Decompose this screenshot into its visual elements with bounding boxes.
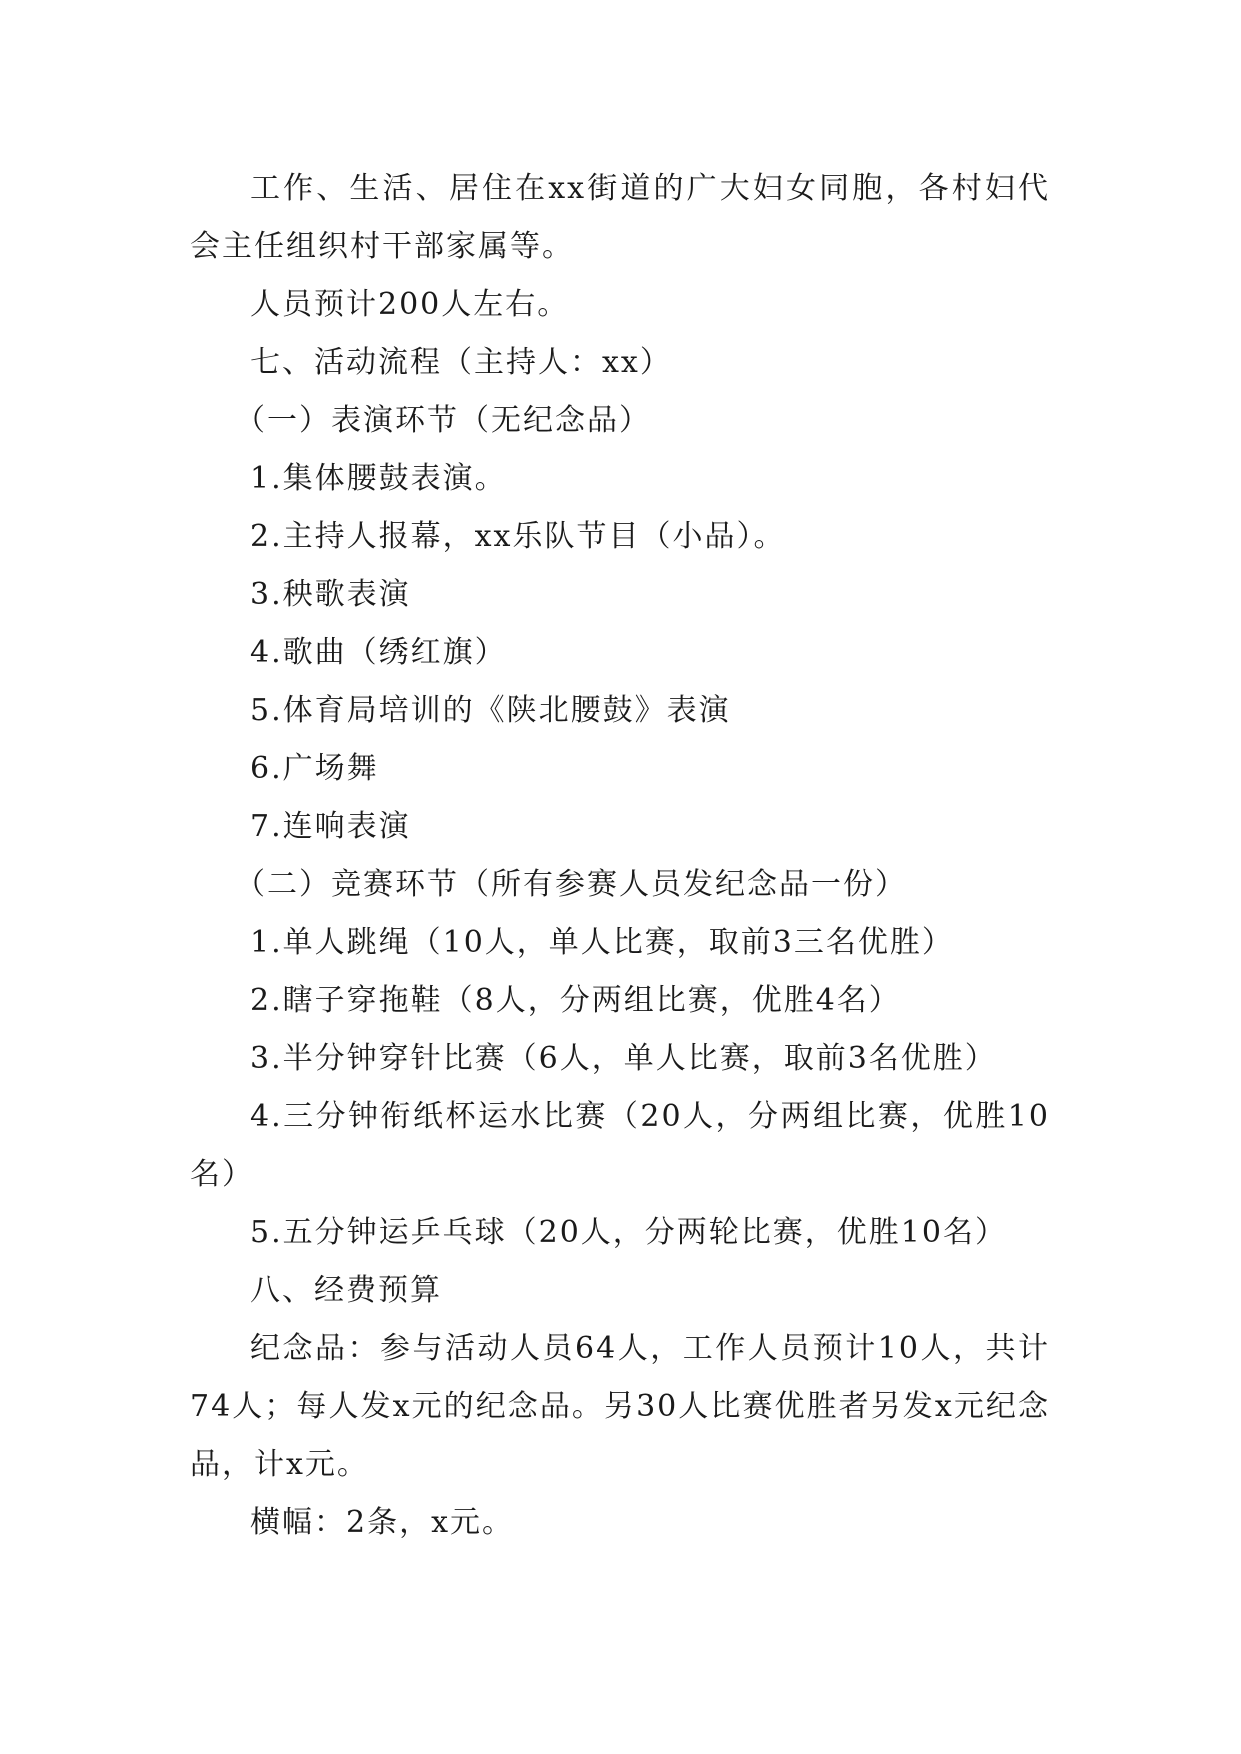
paragraph-banners: 横幅：2条，x元。 [250, 1505, 515, 1540]
list-item: 4.歌曲（绣红旗） [250, 635, 507, 670]
list-item: 3.半分钟穿针比赛（6人，单人比赛，取前3名优胜） [250, 1041, 997, 1076]
list-item: 5.体育局培训的《陕北腰鼓》表演 [250, 693, 731, 728]
list-item: 2.瞎子穿拖鞋（8人，分两组比赛，优胜4名） [250, 983, 901, 1018]
list-item: 5.五分钟运乒乓球（20人，分两轮比赛，优胜10名） [250, 1215, 1007, 1250]
section-heading-activity-flow: 七、活动流程（主持人：xx） [250, 345, 672, 380]
list-item: 1.单人跳绳（10人，单人比赛，取前3三名优胜） [250, 925, 954, 960]
section-heading-budget: 八、经费预算 [250, 1273, 442, 1308]
list-item: 6.广场舞 [250, 751, 379, 786]
list-item: 3.秧歌表演 [250, 577, 411, 612]
list-item: 4.三分钟衔纸杯运水比赛（20人，分两组比赛，优胜10名） [190, 1099, 1050, 1192]
paragraph-headcount: 人员预计200人左右。 [250, 287, 570, 322]
list-item: 2.主持人报幕，xx乐队节目（小品）。 [250, 519, 786, 554]
paragraph-participants: 工作、生活、居住在xx街道的广大妇女同胞，各村妇代会主任组织村干部家属等。 [190, 171, 1050, 264]
subsection-heading-competition: （二）竞赛环节（所有参赛人员发纪念品一份） [235, 867, 907, 902]
paragraph-souvenirs: 纪念品：参与活动人员64人，工作人员预计10人，共计74人；每人发x元的纪念品。另30人比赛优胜者另发x元纪念品，计x元。 [190, 1331, 1050, 1482]
list-item: 1.集体腰鼓表演。 [250, 461, 507, 496]
list-item: 7.连响表演 [250, 809, 411, 844]
document-body [190, 160, 1050, 1552]
subsection-heading-performance: （一）表演环节（无纪念品） [235, 403, 651, 438]
